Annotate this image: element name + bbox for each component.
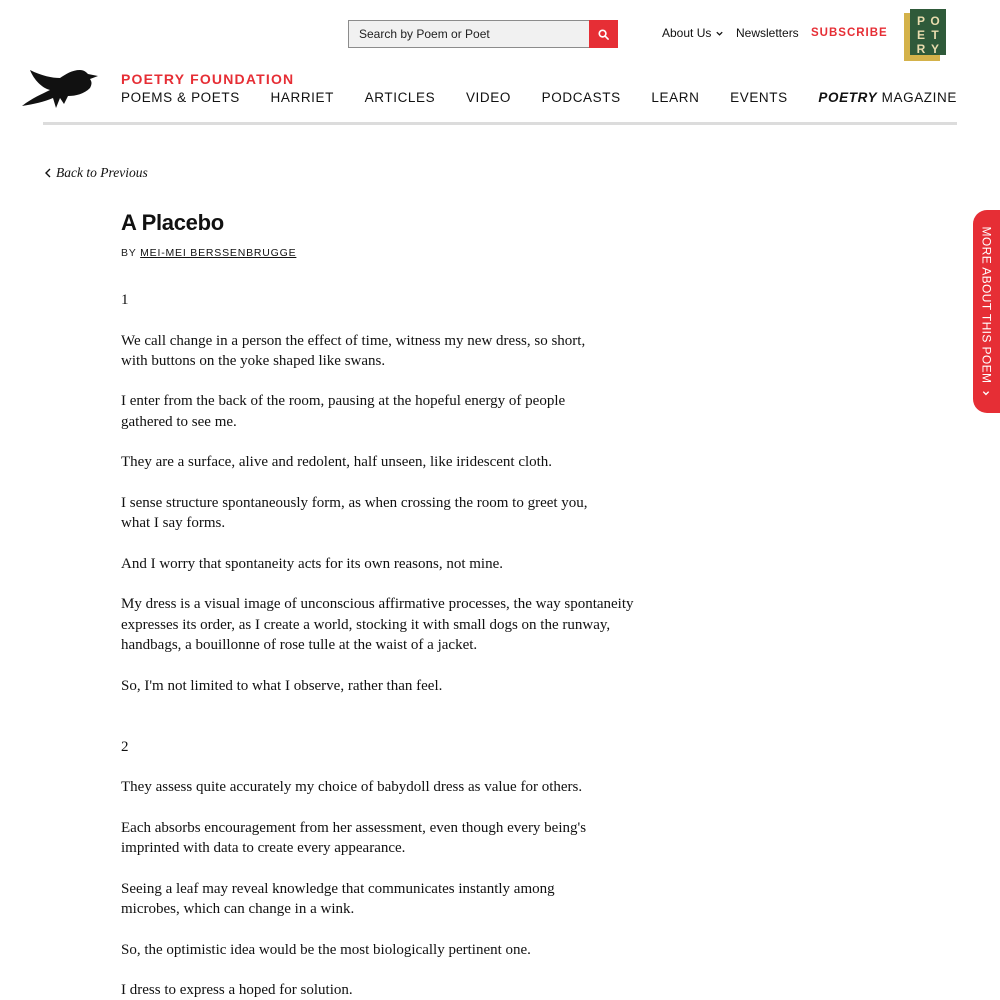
- stanza: [121, 554, 641, 574]
- main-nav: [121, 90, 957, 105]
- chevron-left-icon: [44, 168, 52, 178]
- author-link[interactable]: MEI-MEI BERSSENBRUGGE: [140, 247, 297, 259]
- poem-title: A Placebo: [121, 210, 224, 235]
- poem-line: expresses its order, as I create a world, stocking it with small dogs on the runway,: [121, 616, 611, 633]
- stanza: [121, 676, 641, 696]
- poem-line: So, I'm not limited to what I observe, rather than feel.: [121, 677, 443, 694]
- subscribe-link[interactable]: SUBSCRIBE: [811, 27, 888, 39]
- badge-letter-y: Y: [930, 42, 940, 56]
- badge-letter-o: O: [930, 14, 940, 28]
- section-number: 2: [121, 738, 129, 755]
- nav-learn[interactable]: LEARN: [651, 90, 700, 105]
- badge-letter-p: P: [916, 14, 926, 28]
- stanza: [121, 331, 641, 372]
- poem-line: imprinted with data to create every appearance.: [121, 840, 406, 857]
- poetry-magazine-badge[interactable]: [904, 9, 946, 61]
- poem-line: They assess quite accurately my choice of babydoll dress as value for others.: [121, 779, 583, 796]
- stanza: [121, 777, 641, 797]
- stanza: [121, 391, 641, 432]
- chevron-down-icon: [715, 29, 724, 38]
- poem-line: I sense structure spontaneously form, as when crossing the room to greet you,: [121, 494, 588, 511]
- nav-harriet[interactable]: HARRIET: [270, 90, 334, 105]
- poem-line: I dress to express a hoped for solution.: [121, 982, 353, 999]
- poem-body: [121, 290, 641, 1000]
- header-divider: [43, 122, 957, 125]
- badge-letter-e: E: [916, 28, 926, 42]
- search-form: [348, 20, 618, 48]
- section-gap: [121, 716, 641, 736]
- side-tab-label: MORE ABOUT THIS POEM: [979, 226, 994, 383]
- stanza: [121, 594, 641, 655]
- chevron-down-icon: [982, 388, 991, 397]
- stanza: [121, 818, 641, 859]
- stanza: [121, 452, 641, 472]
- nav-events[interactable]: EVENTS: [730, 90, 788, 105]
- brand-name[interactable]: POETRY FOUNDATION: [121, 71, 295, 87]
- poem-line: gathered to see me.: [121, 413, 237, 430]
- poem-byline: [121, 247, 296, 259]
- byline-prefix: BY: [121, 247, 137, 259]
- section-number: 1: [121, 292, 129, 308]
- badge-letter-r: R: [916, 42, 926, 56]
- nav-podcasts[interactable]: PODCASTS: [541, 90, 621, 105]
- poem-line: Seeing a leaf may reveal knowledge that communicates instantly among: [121, 880, 555, 897]
- nav-poems-poets[interactable]: POEMS & POETS: [121, 90, 240, 105]
- search-button[interactable]: [589, 20, 618, 48]
- about-us-label: About Us: [662, 26, 712, 40]
- search-input[interactable]: [348, 20, 589, 48]
- poem-line: They are a surface, alive and redolent, half unseen, like iridescent cloth.: [121, 454, 553, 471]
- nav-poetry-magazine[interactable]: [818, 90, 957, 105]
- nav-articles[interactable]: ARTICLES: [364, 90, 436, 105]
- poem-line: handbags, a bouillonne of rose tulle at the waist of a jacket.: [121, 637, 478, 654]
- nav-video[interactable]: VIDEO: [465, 90, 511, 105]
- stanza: [121, 879, 641, 920]
- more-about-this-poem-tab[interactable]: [973, 210, 1000, 413]
- back-label: Back to Previous: [56, 165, 148, 180]
- poem-line: So, the optimistic idea would be the most biologically pertinent one.: [121, 941, 531, 958]
- poem-line: My dress is a visual image of unconscious affirmative processes, the way spontaneity: [121, 596, 634, 613]
- stanza: [121, 940, 641, 960]
- nav-magazine-rest: MAGAZINE: [877, 90, 957, 105]
- poem-line: microbes, which can change in a wink.: [121, 900, 355, 917]
- poem-line: We call change in a person the effect of time, witness my new dress, so short,: [121, 332, 586, 349]
- nav-magazine-italic: POETRY: [818, 90, 878, 105]
- stanza: [121, 980, 641, 1000]
- poem-line: Each absorbs encouragement from her assessment, even though every being's: [121, 819, 587, 836]
- badge-letter-t: T: [931, 28, 939, 42]
- search-icon: [598, 29, 609, 40]
- about-us-menu[interactable]: [662, 26, 724, 40]
- stanza: [121, 493, 641, 534]
- newsletters-link[interactable]: Newsletters: [736, 26, 799, 40]
- back-to-previous-link[interactable]: [44, 165, 148, 181]
- poem-line: And I worry that spontaneity acts for its own reasons, not mine.: [121, 555, 504, 572]
- poem-line: with buttons on the yoke shaped like swans.: [121, 352, 386, 369]
- poem-line: what I say forms.: [121, 515, 226, 532]
- pegasus-logo-icon[interactable]: [20, 64, 100, 112]
- poem-line: I enter from the back of the room, pausing at the hopeful energy of people: [121, 393, 566, 410]
